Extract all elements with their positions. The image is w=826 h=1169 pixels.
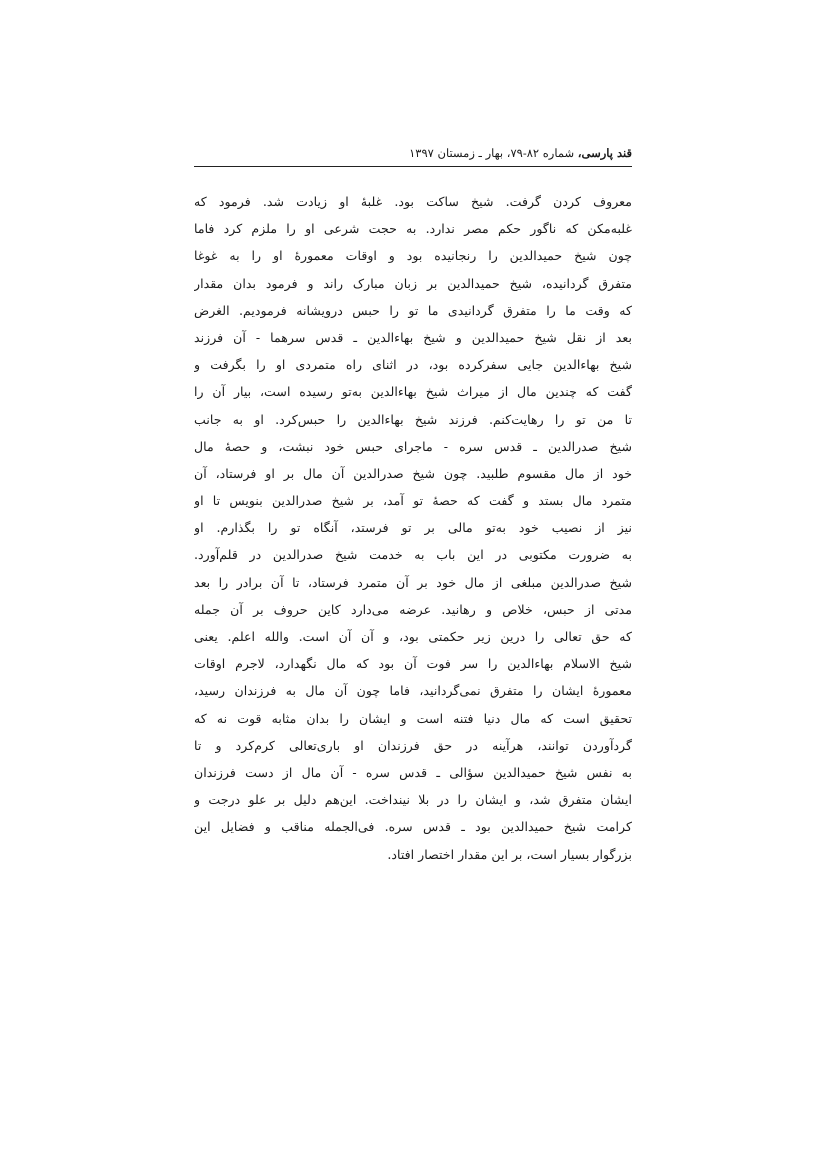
issue-info: شماره ۸۲-۷۹، بهار ـ زمستان ۱۳۹۷ <box>409 146 578 160</box>
text-line: شیخ صدرالدین مبلغی از مال خود بر آن متمرد فرستاد، تا آن برادر را بعد <box>194 574 632 590</box>
text-line: کرامت شیخ حمیدالدین بود ـ قدس سره. فی‌الجمله مناقب و فضایل این <box>194 819 632 835</box>
header-rule <box>194 166 632 167</box>
text-line: که وقت ما را متفرق گردانیدی ما تو را حبس درویشانه فرمودیم. الغرض <box>194 302 632 318</box>
text-line: به نفس شیخ حمیدالدین سؤالی ـ قدس سره - آن مال از دست فرزندان <box>194 764 632 780</box>
text-line: بزرگوار بسیار است، بر این مقدار اختصار افتاد. <box>387 846 632 862</box>
text-line: خود از مال مقسوم طلبید. چون شیخ صدرالدین آن مال بر او فرستاد، آن <box>194 465 632 481</box>
text-line: متمرد مال بستد و گفت که حصهٔ تو آمد، بر شیخ صدرالدین بنویس تا او <box>194 493 632 509</box>
text-line: تحقیق است که مال دنیا فتنه است و ایشان را بدان مثابه قوت نه که <box>194 710 632 726</box>
body-text <box>194 188 632 868</box>
text-line: بعد از نقل شیخ حمیدالدین و شیخ بهاءالدین ـ قدس سرهما - آن فرزند <box>194 329 632 345</box>
journal-title: قند پارسی، <box>577 146 632 160</box>
text-line: تا من تو را رهایت‌کنم. فرزند شیخ بهاءالدین را حبس‌کرد. او به جانب <box>194 411 632 427</box>
running-header <box>194 144 632 166</box>
text-line: چون شیخ حمیدالدین را رنجانیده بود و اوقات معمورهٔ او را به غوغا <box>194 248 632 264</box>
text-line: معروف کردن گرفت. شیخ ساکت بود. غلبهٔ او زیادت شد. فرمود که <box>194 194 632 209</box>
text-line: نیز از نصیب خود به‌تو مالی بر تو فرستد، آنگاه تو را بگذارم. او <box>194 520 632 536</box>
text-line: معمورهٔ ایشان را متفرق نمی‌گردانید، فاما چون آن مال به فرزندان رسید، <box>194 683 632 699</box>
text-line: گردآوردن توانند، هرآینه در حق فرزندان او باری‌تعالی کرم‌کرد و تا <box>194 737 632 753</box>
text-line: غلبه‌مکن که ناگور حکم مصر ندارد. به حجت شرعی او را ملزم کرد فاما <box>194 221 632 237</box>
text-line: شیخ بهاءالدین جایی سفرکرده بود، در اثنای راه متمردی او را بگرفت و <box>194 357 632 373</box>
text-line: گفت که چندین مال از میراث شیخ بهاءالدین به‌تو رسیده است، بیار آن را <box>194 384 632 400</box>
text-line: شیخ صدرالدین ـ قدس سره - ماجرای حبس خود نبشت، و حصهٔ مال <box>194 438 632 454</box>
text-line: ایشان متفرق شد، و ایشان را در بلا نینداخت. این‌هم دلیل بر علو درجت و <box>194 792 632 808</box>
text-line: به ضرورت مکتوبی در این باب به خدمت شیخ صدرالدین در قلم‌آورد. <box>194 547 632 563</box>
text-line: مدتی از حبس، خلاص و رهانید. عرضه می‌دارد کاین حروف بر آن جمله <box>194 601 632 617</box>
text-line: شیخ الاسلام بهاءالدین را سر فوت آن بود که مال نگهدارد، لاجرم اوقات <box>194 656 632 672</box>
text-line: که حق تعالی را درین زیر حکمتی بود، و آن آن است. والله اعلم. یعنی <box>194 629 632 644</box>
text-line: متفرق گردانیده، شیخ حمیدالدین بر زبان مبارک راند و فرمود بدان مقدار <box>194 275 632 291</box>
